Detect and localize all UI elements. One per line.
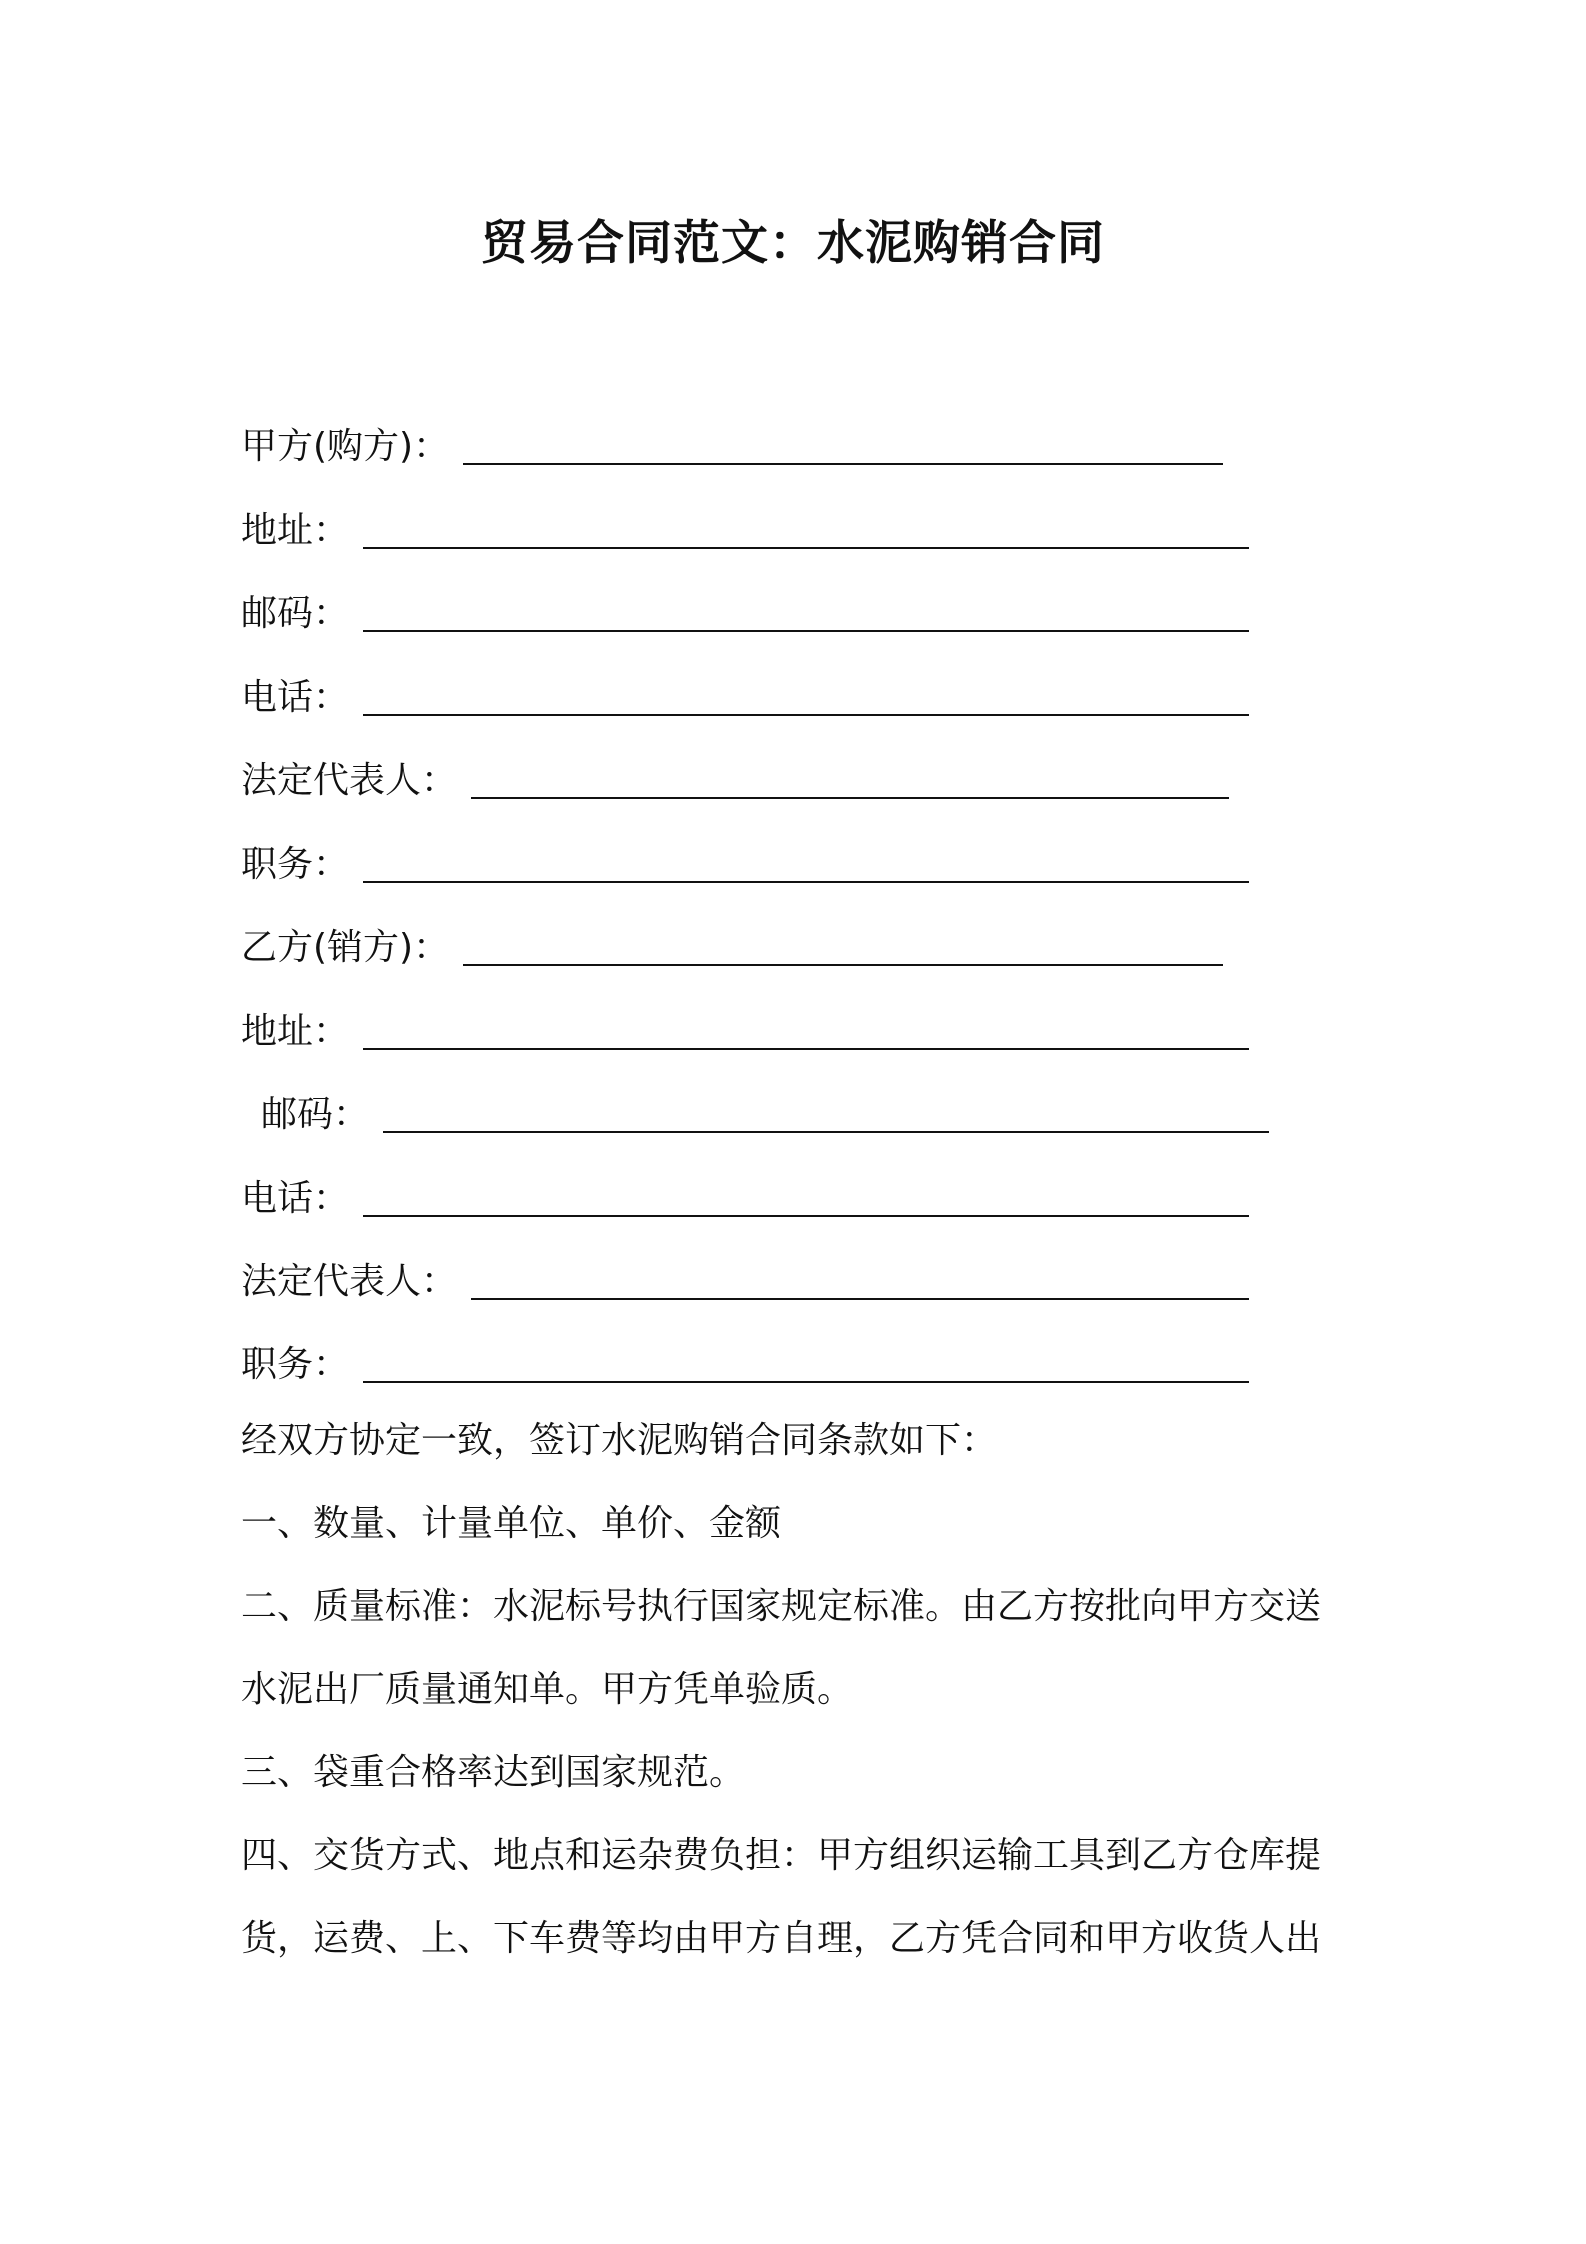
party-b-postcode-blank[interactable] xyxy=(383,1131,1269,1133)
party-b-legal-rep-label: 法定代表人： xyxy=(241,1261,458,1302)
party-a-phone-field xyxy=(241,670,1249,726)
clause-2-line-2: 水泥出厂质量通知单。甲方凭单验质。 xyxy=(241,1669,854,1710)
party-b-address-label: 地址： xyxy=(241,1011,350,1052)
party-a-name-label: 甲方(购方)： xyxy=(241,426,450,467)
clause-2-line-1: 二、质量标准：水泥标号执行国家规定标准。由乙方按批向甲方交送 xyxy=(241,1586,1322,1627)
clause-4-line-2: 货，运费、上、下车费等均由甲方自理，乙方凭合同和甲方收货人出 xyxy=(241,1918,1322,1959)
party-b-position-blank[interactable] xyxy=(363,1381,1249,1383)
party-a-postcode-blank[interactable] xyxy=(363,630,1249,632)
party-a-postcode-label: 邮码： xyxy=(241,593,350,634)
party-a-address-label: 地址： xyxy=(241,510,350,551)
party-b-phone-label: 电话： xyxy=(241,1178,350,1219)
party-b-position-field xyxy=(241,1337,1249,1393)
party-b-name-field xyxy=(241,920,1223,976)
document-title: 贸易合同范文：水泥购销合同 xyxy=(481,216,1105,271)
party-a-name-field xyxy=(241,419,1223,475)
party-b-phone-field xyxy=(241,1171,1249,1227)
party-b-legal-rep-field xyxy=(241,1254,1249,1310)
party-b-position-label: 职务： xyxy=(241,1344,350,1385)
party-a-name-blank[interactable] xyxy=(463,463,1223,465)
party-b-address-field xyxy=(241,1004,1249,1060)
party-b-postcode-field xyxy=(261,1087,1269,1143)
party-b-name-blank[interactable] xyxy=(463,964,1223,966)
party-a-legal-rep-field xyxy=(241,753,1229,809)
party-a-position-field xyxy=(241,837,1249,893)
party-a-legal-rep-label: 法定代表人： xyxy=(241,760,458,801)
party-b-phone-blank[interactable] xyxy=(363,1215,1249,1217)
clause-3: 三、袋重合格率达到国家规范。 xyxy=(241,1752,746,1793)
party-a-legal-rep-blank[interactable] xyxy=(471,797,1229,799)
party-b-name-label: 乙方(销方)： xyxy=(241,927,450,968)
party-a-phone-label: 电话： xyxy=(241,677,350,718)
party-a-address-blank[interactable] xyxy=(363,547,1249,549)
party-a-position-blank[interactable] xyxy=(363,881,1249,883)
party-a-address-field xyxy=(241,503,1249,559)
party-b-postcode-label: 邮码： xyxy=(261,1094,370,1135)
party-a-postcode-field xyxy=(241,586,1249,642)
party-b-legal-rep-blank[interactable] xyxy=(471,1298,1249,1300)
party-b-address-blank[interactable] xyxy=(363,1048,1249,1050)
party-a-phone-blank[interactable] xyxy=(363,714,1249,716)
agreement-intro: 经双方协定一致，签订水泥购销合同条款如下： xyxy=(241,1420,998,1461)
party-a-position-label: 职务： xyxy=(241,844,350,885)
clause-1: 一、数量、计量单位、单价、金额 xyxy=(241,1503,782,1544)
clause-4-line-1: 四、交货方式、地点和运杂费负担：甲方组织运输工具到乙方仓库提 xyxy=(241,1835,1322,1876)
